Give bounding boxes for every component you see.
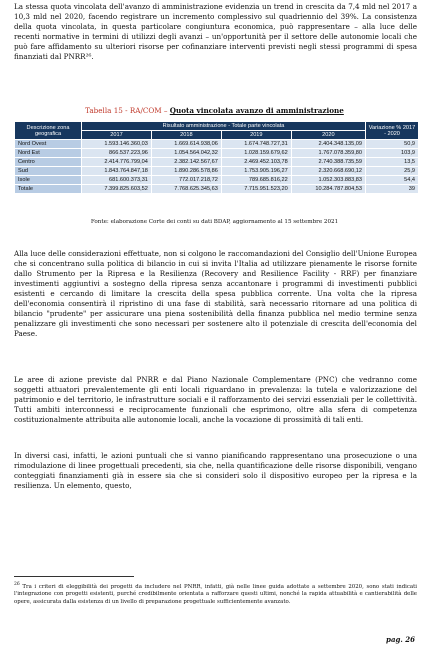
table-row xyxy=(15,149,419,158)
value-cell: 2.414.776.799,04 xyxy=(82,158,152,167)
table-caption-prefix: Tabella 15 - RA/COM – xyxy=(85,106,170,115)
footnote-text: Tra i criteri di eleggibilità dei progetti da includere nel PNRR, infatti, già nelle linee guida adottate a settembre 2020, sono stati indicati l'integrazione con progetti esistenti, purché credibilmente orientata a rafforzare questi ultimi, nonché la rapida attuabilità e cantierabilità delle opere, assicurata dalla esistenza di un livello di preparazione progettuale sufficientemente avanzato. xyxy=(14,583,418,605)
header-region: Descrizione zona geografica xyxy=(15,122,82,140)
region-cell: Isole xyxy=(15,176,82,185)
value-cell: 10.284.787.804,53 xyxy=(291,185,365,194)
variation-cell: 103,9 xyxy=(366,149,419,158)
header-year: 2017 xyxy=(82,131,152,140)
value-cell: 1.767.078.359,80 xyxy=(291,149,365,158)
region-cell: Sud xyxy=(15,167,82,176)
body-paragraph: Le aree di azione previste dal PNRR e dal Piano Nazionale Complementare (PNC) che vedranno come soggetti attuatori prevalentemente gli enti locali riguardano in prevalenza: la tutela e valorizzazione del patrimonio e del territorio, le infrastrutture sociali e il rafforzamento dei servizi essenziali per le collettività. Tutti ambiti interconnessi e reciprocamente funzionali che esprimono, oltre alla sfera di competenza costituzionalmente attribuita alle autonomie locali, anche la vocazione di prossimità di tali enti. xyxy=(14,375,417,425)
table-row xyxy=(15,167,419,176)
variation-cell: 54,4 xyxy=(366,176,419,185)
footnote-number: 26 xyxy=(14,582,20,587)
table-row xyxy=(15,158,419,167)
variation-cell: 39 xyxy=(366,185,419,194)
value-cell: 1.753.905.196,27 xyxy=(221,167,291,176)
value-cell: 7.768.625.345,63 xyxy=(151,185,221,194)
header-year: 2020 xyxy=(291,131,365,140)
value-cell: 681.600.373,31 xyxy=(82,176,152,185)
value-cell: 1.890.286.578,86 xyxy=(151,167,221,176)
table-row xyxy=(15,176,419,185)
value-cell: 2.382.142.567,67 xyxy=(151,158,221,167)
region-cell: Centro xyxy=(15,158,82,167)
value-cell: 1.028.159.679,62 xyxy=(221,149,291,158)
value-cell: 2.404.348.135,09 xyxy=(291,140,365,149)
header-year: 2018 xyxy=(151,131,221,140)
footnote xyxy=(14,581,417,607)
value-cell: 2.740.388.735,59 xyxy=(291,158,365,167)
header-year: 2019 xyxy=(221,131,291,140)
intro-paragraph: La stessa quota vincolata dell'avanzo di amministrazione evidenzia un trend in crescita da 7,4 mld nel 2017 a 10,3 mld nel 2020, facendo registrare un incremento complessivo sul quadriennio del 39%. La consistenza della quota vincolata, in questa particolare congiuntura economica, può rappresentare – alla luce delle recenti normative in termini di utilizzi degli avanzi – un'opportunità per il settore delle autonomie locali che può fare affidamento su ulteriori risorse per cofinanziare interventi previsti negli stessi programmi di spesa finanziati dal PNRR²⁶. xyxy=(14,2,417,62)
variation-cell: 25,9 xyxy=(366,167,419,176)
footnote-rule xyxy=(14,576,134,577)
body-paragraph: Alla luce delle considerazioni effettuate, non si colgono le raccomandazioni del Consiglio dell'Unione Europea che si concentrano sulla politica di bilancio in cui si invita l'Italia ad utilizzare pienamente le risorse fornite dallo Strumento per la Ripresa e la Resilienza (Recovery and Resilience Facility - RRF) per finanziare investimenti aggiuntivi a sostegno della ripresa senza accantonare i programmi di investimenti pubblici esistenti e cercando di limitare la crescita della spesa pubblica corrente. Una volta che la ripresa dell'economia consentirà il ripristino di una fase di stabilità, sarà necessario ritornare ad una politica di bilancio "prudente" per assicurare una piena sostenibilità della finanza pubblica nel medio termine senza penalizzare gli investimenti che sono necessari per sostenere alto il potenziale di crescita dell'economia del Paese. xyxy=(14,249,417,339)
table-row xyxy=(15,140,419,149)
page-number: pag. 26 xyxy=(386,635,415,644)
region-cell: Totale xyxy=(15,185,82,194)
avanzo-table xyxy=(14,121,419,194)
value-cell: 1.052.303.883,83 xyxy=(291,176,365,185)
body-paragraph: In diversi casi, infatti, le azioni puntuali che si vanno pianificando rappresentano una prosecuzione o una rimodulazione di linee progettuali precedenti, sia che, nella quantificazione delle risorse disponibili, vengano conteggiati finanziamenti già in essere sia che si consideri solo il dispositivo europeo per la ripresa e la resilienza. Un elemento, questo, xyxy=(14,451,417,491)
value-cell: 789.685.816,22 xyxy=(221,176,291,185)
variation-cell: 13,5 xyxy=(366,158,419,167)
region-cell: Nord Est xyxy=(15,149,82,158)
table-caption xyxy=(0,106,429,115)
value-cell: 7.715.951.523,20 xyxy=(221,185,291,194)
value-cell: 1.593.146.360,03 xyxy=(82,140,152,149)
value-cell: 866.537.223,96 xyxy=(82,149,152,158)
value-cell: 1.054.564.042,32 xyxy=(151,149,221,158)
value-cell: 1.843.764.847,18 xyxy=(82,167,152,176)
header-variation: Variazione % 2017 - 2020 xyxy=(366,122,419,140)
table-source: Fonte: elaborazione Corte dei conti su dati BDAP, aggiornamento al 15 settembre 2021 xyxy=(90,219,339,225)
variation-cell: 50,9 xyxy=(366,140,419,149)
value-cell: 772.017.218,72 xyxy=(151,176,221,185)
value-cell: 7.399.825.603,52 xyxy=(82,185,152,194)
value-cell: 1.674.748.727,31 xyxy=(221,140,291,149)
value-cell: 2.469.452.103,78 xyxy=(221,158,291,167)
region-cell: Nord Ovest xyxy=(15,140,82,149)
table-caption-title: Quota vincolata avanzo di amministrazione xyxy=(169,106,344,115)
value-cell: 1.669.614.938,06 xyxy=(151,140,221,149)
header-group: Risultato amministrazione - Totale parte vincolata xyxy=(82,122,366,131)
value-cell: 2.320.668.690,12 xyxy=(291,167,365,176)
table-row-total xyxy=(15,185,419,194)
